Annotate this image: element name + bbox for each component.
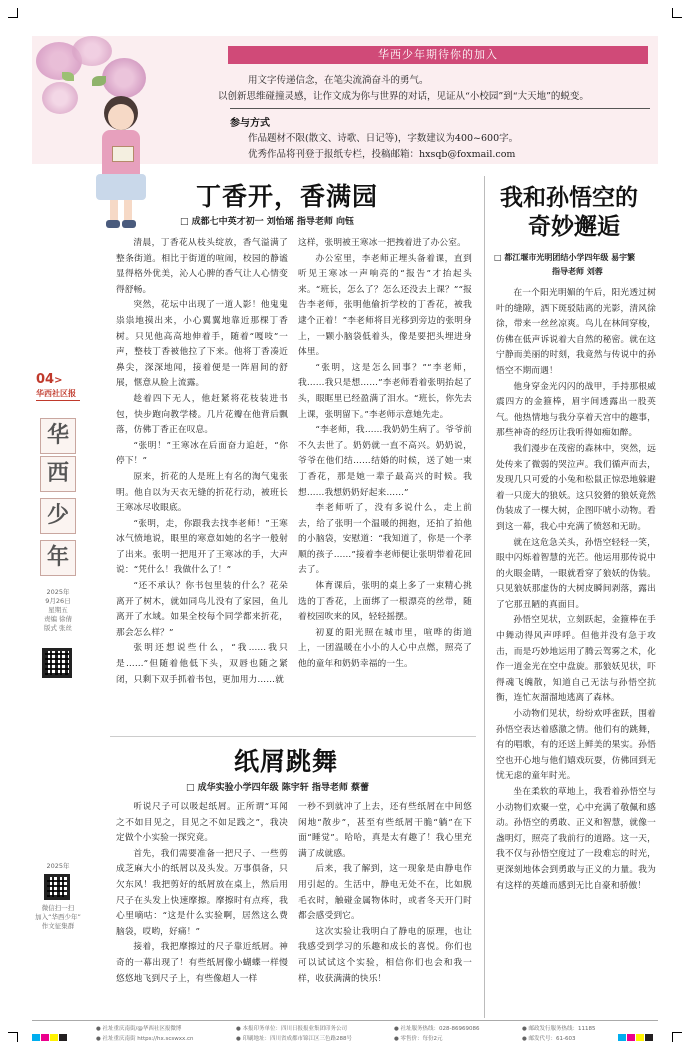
registration-mark xyxy=(8,8,18,18)
paragraph: 小动物们见状，纷纷欢呼雀跃，围着孙悟空表达着感激之情。他们有的跳舞，有的唱歌，有的还送上鲜美的果实。孙悟空也开心地与他们嬉戏玩耍，仿佛回到无忧无虑的童年时光。 xyxy=(496,709,656,782)
paragraph: 张明还想说些什么，“我……我只是……”但随着他低下头，双唇也随之紧闭，只剩下双手抓着书包，更加用力……就 xyxy=(116,643,288,685)
column-divider xyxy=(484,176,485,1018)
footer-rule xyxy=(32,1020,658,1021)
header-intro-line: 用文字传递信念，在笔尖流淌奋斗的勇气。 xyxy=(248,75,429,86)
paragraph: 这次实验让我明白了静电的原理，也让我感受到学习的乐趣和成长的喜悦。你们也可以试试这个实验，相信你们也会和我一样，收获满满的快乐！ xyxy=(298,926,472,984)
masthead-char: 年 xyxy=(40,540,76,576)
paragraph: 一秒不到就冲了上去，还有些纸屑在中间悠闲地“散步”，甚至有些纸屑干脆“躺”在下面“睡觉”。哈哈，真是太有趣了！我心里充满了成就感。 xyxy=(298,802,472,859)
article-byline: □ 成都七中英才初一 刘怡瑶 指导老师 向钰 xyxy=(180,217,355,227)
section-divider xyxy=(110,736,476,737)
footer-item: ● 社址服务热线：028-86969086 xyxy=(394,1026,480,1032)
footer-item: ● 零售价：每份2元 xyxy=(394,1036,443,1042)
paragraph: “还不承认？你书包里装的什么？花朵离开了树木，就如同鸟儿没有了家园，鱼儿离开了水域。如果全校每个同学都来折花，那会怎么样？” xyxy=(116,581,288,638)
article-byline: □ 成华实验小学四年级 陈宇轩 指导老师 蔡蕾 xyxy=(186,783,370,793)
masthead-char: 华 xyxy=(40,418,76,454)
girl-reading-illustration xyxy=(90,96,150,230)
paragraph: 李老师听了，没有多说什么，走上前去，给了张明一个温暖的拥抱，还拍了拍他的小脑袋，安慰道：“我知道了，你是一个孝顺的孩子……”接着李老师便让张明带着花回去了。 xyxy=(298,503,472,576)
paragraph: 体育课后，张明的桌上多了一束精心挑选的丁香花，上面绑了一根漂亮的丝带，随着校园吹来的风，轻轻摇摆。 xyxy=(298,581,472,623)
page-number: 04> xyxy=(36,372,63,387)
method-line: 作品题材不限(散文、诗歌、日记等)，字数建议为400~600字。 xyxy=(248,133,519,144)
section-rule xyxy=(36,400,80,401)
header-banner: 华西少年期待你的加入 xyxy=(228,46,648,64)
color-calibration-bar xyxy=(32,1026,68,1045)
article-column xyxy=(116,236,288,688)
method-line: 优秀作品将刊登于报纸专栏，投稿邮箱：hxsqb@foxmail.com xyxy=(248,149,516,160)
paragraph: 办公室里，李老师正埋头备着课，直到听见王寒冰一声响亮的“报告”才抬起头来。“班长，怎么了？怎么还没去上课？”“报告李老师，张明他偷折学校的丁香花，被我逮个正着！”李老师将目光移到旁边的张明身上，一颗小脑袋低着头，像是要把头埋进身体里。 xyxy=(298,253,472,358)
footer-item: ● 本报印务单位：四川日报报业集团印务公司 xyxy=(236,1026,348,1032)
paragraph: “李老师，我……我奶奶生病了。爷爷前不久去世了。奶奶就一直不高兴。奶奶说，爷爷在他们结……结婚的时候，送了她一束丁香花，那是她一辈子最高兴的时候。我想……我想奶奶好起来……” xyxy=(298,425,472,498)
footer-item: ● 社址重庆南街 https://hx.scswxx.cn xyxy=(96,1036,194,1042)
registration-mark xyxy=(672,1032,682,1042)
qr-code[interactable] xyxy=(44,874,70,900)
paragraph: 清晨，丁香花从枝头绽放，香气溢满了整条街道。相比于街道的喧闹，校园的静谧显得格外优美，沁人心脾的香气让人心情变得舒畅。 xyxy=(116,238,288,295)
paragraph: 趁着四下无人，他赶紧将花枝装进书包，快步跑向教学楼。几片花瓣在他背后飘落，仿佛丁香正在叹息。 xyxy=(116,393,288,436)
footer-item: ● 邮政发行服务热线：11185 xyxy=(522,1026,596,1032)
article-column xyxy=(116,800,288,987)
color-calibration-bar xyxy=(618,1026,654,1045)
paragraph: 孙悟空见状，立刻跃起，金箍棒在手中舞动得风声呼呼。但他并没有急于攻击，而是巧妙地运用了腾云驾雾之术，化作一道金光在空中盘旋。那狼妖见状，吓得魂飞魄散，知道自己无法与孙悟空抗衡，连忙灰溜溜地逃离了森林。 xyxy=(496,615,656,704)
paragraph: 就在这危急关头，孙悟空轻轻一笑，眼中闪烁着智慧的光芒。他运用那传说中的火眼金睛，一眼就看穿了狼妖的伪装。只见狼妖那虚伪的大树皮瞬间剥落，露出了它那丑陋的真面目。 xyxy=(496,537,656,610)
masthead-char: 少 xyxy=(40,498,76,534)
registration-mark xyxy=(8,1032,18,1042)
footer-item: ● 社址重庆南街/@华西社区报微博 xyxy=(96,1026,182,1032)
paragraph: “张明，走，你跟我去找李老师！”王寒冰气愤地说，眼里的寒意如她的名字一般射了出来。张明一把甩开了王寒冰的手，大声说：“凭什么！我做什么了！” xyxy=(116,518,288,576)
article-title: 纸屑跳舞 xyxy=(234,747,339,776)
paragraph: 听说尺子可以吸起纸屑。正所谓“耳闻之不如目见之，目见之不如足践之”，我决定做个小实验一探究竟。 xyxy=(116,802,288,844)
method-title: 参与方式 xyxy=(230,118,270,129)
paragraph: 我们漫步在茂密的森林中，突然，远处传来了微弱的哭泣声。我们循声而去，发现几只可爱的小兔和松鼠正惊恐地躲避着一只庞大的狼妖。这只狡猾的狼妖竟然伪装成了一棵大树，企图吓唬小动物。看到这一幕，我心中充满了愤怒和无助。 xyxy=(496,443,656,532)
paragraph: 初夏的阳光照在城市里，喧哗的街道上，一团温暖在小小的人心中点燃，照亮了他的童年和奶奶幸福的一生。 xyxy=(298,627,472,670)
masthead-char: 西 xyxy=(40,456,76,492)
header-divider xyxy=(230,108,650,109)
article-title: 奇妙邂逅 xyxy=(528,214,620,240)
paragraph: 后来，我了解到，这一现象是由静电作用引起的。生活中，静电无处不在，比如脱毛衣时，触碰金属物体时，或者冬天开门时都会感受到它。 xyxy=(298,864,472,922)
paragraph: 首先，我们需要准备一把尺子、一些剪成芝麻大小的纸屑以及头发。万事俱备，只欠东风！我把剪好的纸屑放在桌上，然后用尺子在头发上快速摩擦。摩擦时有点疼，我心里嘀咕：“这是什么实验啊，居然这么费脑袋，哎哟，好痛！” xyxy=(116,848,288,937)
paragraph: “张明，这是怎么回事？”“李老师，我……我只是想……”李老师看着张明抬起了头，眼眶里已经盈满了泪水。“班长，你先去上课，张明留下。”李老师示意她先走。 xyxy=(298,362,472,420)
header-intro-line: 以创新思维碰撞灵感，让作文成为你与世界的对话，见证从“小校园”到“大天地”的蜕变。 xyxy=(218,91,589,102)
article-column xyxy=(496,286,656,894)
paragraph: 原来，折花的人是班上有名的淘气鬼张明。他自以为天衣无缝的折花行动，被班长王寒冰尽收眼底。 xyxy=(116,471,288,514)
qr-caption: 微信扫一扫 加入“华西少年” 作文征集群 xyxy=(35,904,81,930)
paragraph: 他身穿金光闪闪的战甲，手持那根威震四方的金箍棒，眉宇间透露出一股英气。他热情地与我分享着天宫中的趣事，那些神奇的经历让我听得如痴如醉。 xyxy=(496,381,656,439)
paragraph: 这样，张明被王寒冰一把拽着进了办公室。 xyxy=(298,238,466,248)
footer-item: ● 邮发代号：61-603 xyxy=(522,1036,576,1042)
issue-date: 2025年 9月26日 星期五 责编 徐倩 版式 张丝 xyxy=(43,588,73,632)
article-column xyxy=(298,800,472,987)
registration-mark xyxy=(672,8,682,18)
paragraph: 坐在柔软的草地上，我看着孙悟空与小动物们欢聚一堂，心中充满了敬佩和感动。孙悟空的勇敢、正义和智慧，就像一盏明灯，照亮了我前行的道路。这一天，我不仅与孙悟空度过了一段难忘的时光，更深刻地体会到勇敢与正义的力量。我为有这样的英雄而感到无比自豪和骄傲！ xyxy=(496,787,656,891)
section-name: 华西社区报 xyxy=(36,389,76,398)
article-column xyxy=(298,236,472,673)
article-byline: □ 都江堰市光明团结小学四年级 易宇繁 xyxy=(494,253,636,262)
qr-code[interactable] xyxy=(42,648,72,678)
article-byline: 指导老师 刘蓉 xyxy=(552,267,603,276)
qr-year: 2025年 xyxy=(46,862,70,870)
article-title: 丁香开，香满园 xyxy=(196,182,379,211)
footer-item: ● 印刷地址：四川省成都市锦江区三色路288号 xyxy=(236,1036,353,1042)
article-title: 我和孙悟空的 xyxy=(500,185,638,211)
paragraph: “张明！”王寒冰在后面奋力追赶，“你停下！” xyxy=(116,440,288,467)
paragraph: 接着，我把摩擦过的尺子靠近纸屑。神奇的一幕出现了！有些纸屑像小蝴蝶一样慢悠悠地飞到尺子上，有些像超人一样 xyxy=(116,942,288,984)
paragraph: 在一个阳光明媚的午后，阳光透过树叶的缝隙，洒下斑驳陆离的光影，清风徐徐，带来一丝丝凉爽。鸟儿在林间穿梭，仿佛在低声诉说着大自然的秘密。就在这宁静而美丽的时刻，我竟然与传说中的孙悟空不期而遇！ xyxy=(496,288,656,376)
paragraph: 突然，花坛中出现了一道人影！他鬼鬼祟祟地摸出来，小心翼翼地靠近那棵丁香树。只见他高高地伸着手，随着“嘎吱”一声，整枝丁香被他拉了下来。他将丁香凑近鼻尖，深深地闻，接着便是一阵眉间的舒展，惬意从脸上流露。 xyxy=(116,300,288,389)
